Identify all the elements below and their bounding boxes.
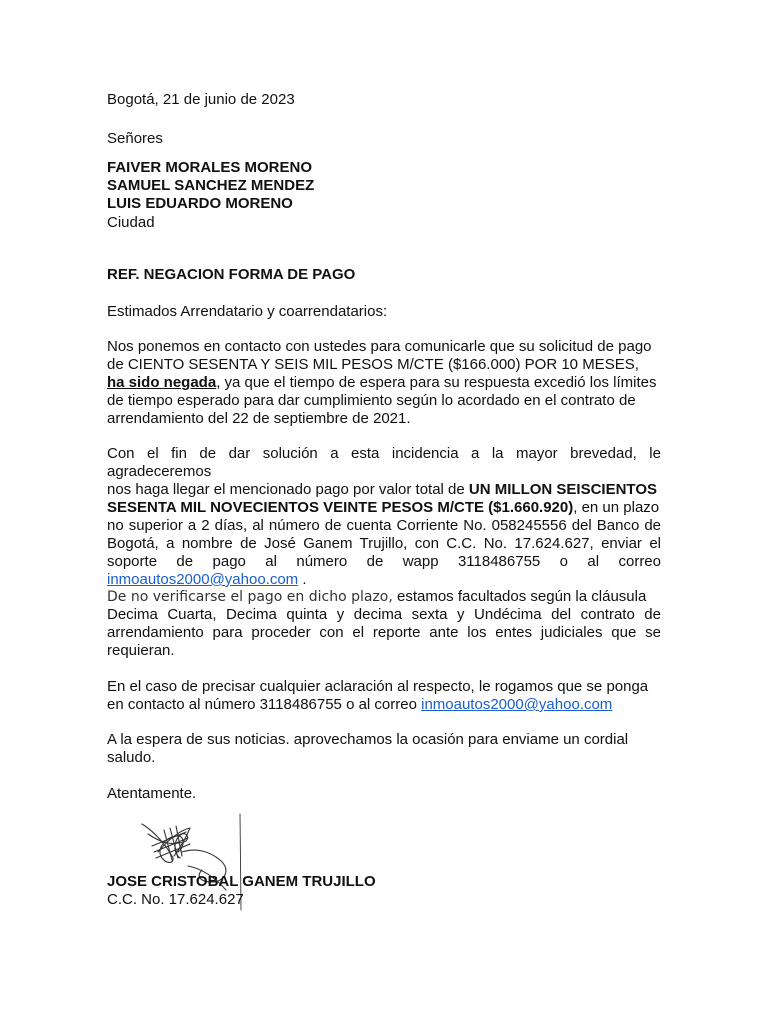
p1-line-1: Nos ponemos en contacto con ustedes para comunicarle que su solicitud de pago xyxy=(107,338,652,355)
email-link-2[interactable]: inmoautos2000@yahoo.com xyxy=(421,696,613,713)
recipient-3: LUIS EDUARDO MORENO xyxy=(107,195,293,212)
p2-line-3 xyxy=(107,499,661,517)
p2-line-2-text: nos haga llegar el mencionado pago por valor total de xyxy=(107,481,469,498)
p4-line-2 xyxy=(107,696,661,714)
p3-line-1-rest: estamos facultados según la cláusula xyxy=(392,588,647,605)
p5-line-1: A la espera de sus noticias. aprovechamos la ocasión para enviame un cordial xyxy=(107,731,629,748)
reference-line: REF. NEGACION FORMA DE PAGO xyxy=(107,266,356,283)
p3-line-4: requieran. xyxy=(107,642,175,659)
signer-name: JOSE CRISTOBAL GANEM TRUJILLO xyxy=(107,873,376,890)
p1-line-3 xyxy=(107,374,661,392)
p2-line-1: Con el fin de dar solución a esta incidencia a la mayor brevedad, le agradeceremos xyxy=(107,445,661,480)
recipient-1: FAIVER MORALES MORENO xyxy=(107,159,313,176)
paragraph-payment-request xyxy=(107,445,661,589)
p2-line-3-rest: , en un plazo xyxy=(573,499,660,516)
p5-line-2: saludo. xyxy=(107,749,156,766)
p1-line-4: de tiempo esperado para dar cumplimiento según lo acordado en el contrato de xyxy=(107,392,636,409)
email-link[interactable]: inmoautos2000@yahoo.com xyxy=(107,571,299,588)
p2-line-7-rest: . xyxy=(298,571,307,588)
p2-line-6: soporte de pago al número de wapp 3118486755 o al correo xyxy=(107,553,661,570)
paragraph-farewell xyxy=(107,731,661,767)
signer-id: C.C. No. 17.624.627 xyxy=(107,891,244,908)
p1-line-2: de CIENTO SESENTA Y SEIS MIL PESOS M/CTE ($166.000) POR 10 MESES, xyxy=(107,356,639,373)
p3-alt-text: De no verificarse el pago en dicho plazo, xyxy=(107,589,393,605)
p2-line-5: Bogotá, a nombre de José Ganem Trujillo, con C.C. No. 17.624.627, enviar el xyxy=(107,535,661,552)
paragraph-legal-warning xyxy=(107,588,661,660)
p4-line-2-text: en contacto al número 3118486755 o al correo xyxy=(107,696,422,713)
date-line: Bogotá, 21 de junio de 2023 xyxy=(107,91,295,108)
p2-line-2 xyxy=(107,481,661,499)
recipient-2: SAMUEL SANCHEZ MENDEZ xyxy=(107,177,315,194)
p3-line-3: arrendamiento para proceder con el reporte ante los entes judiciales que se xyxy=(107,624,661,641)
p1-line-3-rest: , ya que el tiempo de espera para su respuesta excedió los límites xyxy=(216,374,657,391)
p2-line-4: no superior a 2 días, al número de cuenta Corriente No. 058245556 del Banco de xyxy=(107,517,661,534)
denied-emphasis: ha sido negada xyxy=(107,374,217,391)
p4-line-1: En el caso de precisar cualquier aclaración al respecto, le rogamos que se ponga xyxy=(107,678,649,695)
salutation: Señores xyxy=(107,130,163,147)
city: Ciudad xyxy=(107,214,155,231)
closing: Atentamente. xyxy=(107,785,197,802)
p2-line-7 xyxy=(107,571,661,589)
greeting: Estimados Arrendatario y coarrendatarios: xyxy=(107,303,388,320)
p1-line-5: arrendamiento del 22 de septiembre de 2021. xyxy=(107,410,411,427)
total-amount-words-2: SESENTA MIL NOVECIENTOS VEINTE PESOS M/CTE ($1.660.920) xyxy=(107,499,574,516)
p3-line-1 xyxy=(107,588,661,606)
total-amount-words-1: UN MILLON SEISCIENTOS xyxy=(468,481,657,498)
paragraph-contact xyxy=(107,678,661,714)
paragraph-denial xyxy=(107,338,661,428)
p3-line-2: Decima Cuarta, Decima quinta y decima sexta y Undécima del contrato de xyxy=(107,606,661,623)
